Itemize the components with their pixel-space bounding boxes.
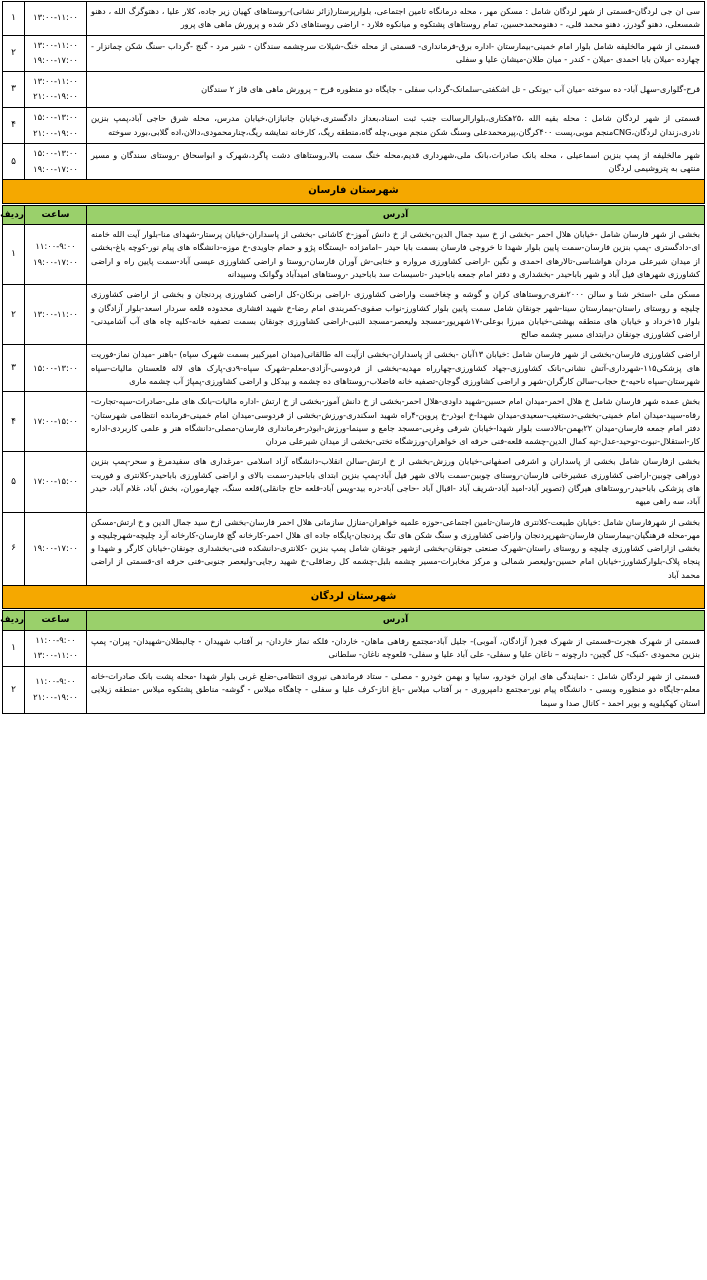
top-rows: [3, 2, 705, 204]
time-slot: ۱۷:۰۰-۱۵:۰۰: [33, 416, 78, 427]
time-slot: ۱۳:۰۰-۱۱:۰۰: [33, 309, 78, 320]
header-time: ساعت: [25, 205, 87, 225]
time-slot: ۱۳:۰۰-۱۱:۰۰: [33, 650, 78, 661]
time-slot: ۱۹:۰۰-۱۷:۰۰: [33, 542, 78, 553]
address-cell: قسمتی از شهر لردگان شامل : محله بقیه الله ،۲۵هکتاری،بلوارالرسالت جنب ثبت اسناد،بعداز دادگستری،خیابان جانبازان،خیابان مدرس، محله شرق حاجی آباد،پمپ بنزین نادری،زندان لردگان،CNGمنجم موبی،پست ۴۰۰کرگان،پیرمحمدعلی وسنگ شکن منجم موبی،چله گاه،منطقه ریگ، کارخانه نمایشه ریگ،چنارمحمودی،دالان،اده گلابی،بورد سوخته: [87, 108, 705, 144]
row-number: ۲: [3, 285, 25, 345]
address-cell: شهر مالخلیفه از پمپ بنزین اسماعیلی ، محله بانک صادرات،بانک ملی،شهرداری قدیم،محله خنگ سمت بالا،روستاهای دشت پاگرد،شهرک و ابواسحاق -روستای سندگان و مسیر منتهی به پتروشیمی لردگان: [87, 144, 705, 180]
city-band-lordegan: [3, 585, 705, 608]
table-row: [3, 392, 705, 452]
row-number: ۳: [3, 345, 25, 392]
table-row: [3, 71, 705, 107]
time-slot: ۲۱:۰۰-۱۹:۰۰: [33, 691, 78, 702]
header-row: ردیف: [3, 205, 25, 225]
address-cell: قسمتی از شهر لردگان شامل : -نمایندگی های ایران خودرو، سایپا و بهمن خودرو - مصلی - ستاد فرماندهی نیروی انتظامی-ضلع غربی بلوار شهدا -محله پشت بانک صادرات-خانه معلم-جایگاه دو منظوره وبسی - دانشگاه پیام نور-مجتمع دامپروری - بر آفتاب میلاس -باغ اناز-کرف علیا و سفلی - چاهگاه میلاس - گوشه- مناطق پشتکوه میلاس -منطقه زیلایی استان کهکیلویه و بویر احمد - کانال صدا و سیما: [87, 666, 705, 713]
row-number: ۱: [3, 2, 25, 36]
time-slot: ۱۳:۰۰-۱۱:۰۰: [33, 39, 78, 50]
header-address: آدرس: [87, 611, 705, 631]
time-slot: ۱۱:۰۰-۹:۰۰: [35, 241, 76, 252]
time-cell: [25, 512, 87, 585]
time-slot: ۱۹:۰۰-۱۷:۰۰: [33, 256, 78, 267]
time-slot: ۱۳:۰۰-۱۱:۰۰: [33, 12, 78, 23]
table-row: [3, 285, 705, 345]
table-row: [3, 108, 705, 144]
row-number: ۱: [3, 630, 25, 666]
schedule-table-fars: [2, 205, 705, 610]
schedule-table-top: [2, 1, 705, 204]
table-row: [3, 345, 705, 392]
address-cell: بخشی از شهر فارسان شامل -خیابان هلال احمر -بخشی از خ سید جمال الدین-بخشی از خ دانش آموز-خ کاشانی -بخشی از پاسداران-خیابان پرستار-شهدای منا-بلوار آیت الله خامنه ای-دادگستری -پمپ بنزین فارسان-سمت پایین بلوار شهدا تا خروجی فارسان بسمت بابا حیدر –امامزاده -ایستگاه پژو و حمام جاویدی-خ موزه-دانشگاه های پیام نور-کوچه باغ-بخشی از میدان شیرعلی مردان هواشناسی-تالارهای احمدی و نگین -اراضی کشاورزی مرواره و ختابی-ش آوران فارسان-روستا و اراضی کشاورزی عیسی آباد-سمت پایین راه و اراضی کشاورزی شهرهای فیل آباد و شهر باباحیدر -بخشداری و دفتر امام جمعه باباحیدر -تاسیسات سد باباحیدر -روستاهای امیدآباد وگوانک وسپیدانه: [87, 225, 705, 285]
address-cell: اراضی کشاورزی فارسان-بخشی از شهر فارسان شامل :خیابان ۱۳آبان -بخشی از پاسداران-بخشی ازآیت اله طالقانی(میدان امیرکبیر بسمت شهرک سپاه) -باهنر -میدان نماز-فوریت های پزشکی۱۱۵-شهرداری-آتش نشانی-بانک کشاورزی-جهاد کشاورزی-چهارراه مهدیه-بخشی از فردوسی-آزادی-معلم-شهرک سپاه-۹دی-پارک های لاله قلعستان مالیات-سپاه شهرستان-سپاه ناحیه-خ حجاب-سالن کارگران-شهر و اراضی کشاورزی گوجان-تصفیه خانه فاضلاب-روستاهای ده چشمه و بیدکل و اراضی کشاورزی-پمپاژ آب چشمه ماری: [87, 345, 705, 392]
row-number: ۴: [3, 108, 25, 144]
row-number: ۵: [3, 452, 25, 512]
row-number: ۵: [3, 144, 25, 180]
table-row: [3, 630, 705, 666]
time-slot: ۱۱:۰۰-۹:۰۰: [35, 634, 76, 645]
address-cell: قسمتی از شهرک هجرت-قسمتی از شهرک فجر( آزادگان، آموبی)- جلیل آباد-مجتمع رفاهی ماهان- خاردان- فلکه نماز خاردان- بر آفتاب شهیدان - چالبطلان-شهیدان- پیران- پمپ بنزین محمودی -کنبک- کل گچین- دارچونه – ناغان علیا و سفلی- علی آباد علیا و سفلی- قلعوچه ناغان- سلطانی: [87, 630, 705, 666]
header-time: ساعت: [25, 611, 87, 631]
outage-schedule-sheet: [0, 1, 707, 714]
table-row: [3, 225, 705, 285]
time-cell: [25, 225, 87, 285]
lordegan-rows: [0, 611, 705, 714]
table-row: [3, 2, 705, 36]
table-row: [3, 144, 705, 180]
address-cell: مسکن ملی -استخر شنا و سالن ۲۰۰۰نفری-روستاهای کران و گوشه و چغاخست واراضی کشاورزی -اراضی برنکان-کل اراضی کشاورزی پردنجان و بخشی از اراضی کشاورزی چلیچه و روستای راستان-بیمارستان سینا-شهر جونقان شامل سمت پایین بلوار کشاورز-نواب صفوی-کمربندی امام رضا-خ شهید افشاری محدوده قلعه سردار اسعد-بلوار آزادگان و بلوار ۱۵خرداد و خیابان های منطقه بهشتی-خیابان میرزا بوعلی-۱۷شهریور-مسجد ولیعصر-مسجد النبی-اراضی کشاورزی جونقان بسمت تصفیه خانه-کلیه چاه های آب آشامیدنی-اراضی کشاورزی جونقان درابتدای مسیر چشمه صالح: [87, 285, 705, 345]
time-cell: [25, 108, 87, 144]
column-headers: [3, 611, 705, 631]
time-cell: [25, 144, 87, 180]
table-row: [3, 35, 705, 71]
time-cell: [25, 345, 87, 392]
time-slot: ۱۵:۰۰-۱۳:۰۰: [33, 112, 78, 122]
time-slot: ۱۵:۰۰-۱۳:۰۰: [33, 362, 78, 373]
column-headers: [3, 205, 705, 225]
row-number: ۱: [3, 225, 25, 285]
fars-rows: [0, 205, 705, 609]
time-cell: [25, 666, 87, 713]
time-slot: ۱۹:۰۰-۱۷:۰۰: [33, 163, 78, 174]
time-cell: [25, 630, 87, 666]
time-slot: ۲۱:۰۰-۱۹:۰۰: [33, 127, 78, 138]
table-row: [3, 666, 705, 713]
row-number: ۲: [3, 666, 25, 713]
time-slot: ۱۵:۰۰-۱۳:۰۰: [33, 148, 78, 159]
table-row: [3, 452, 705, 512]
time-slot: ۱۹:۰۰-۱۷:۰۰: [33, 55, 78, 66]
address-cell: قسمتی از شهر مالخلیفه شامل بلوار امام خمینی-بیمارستان -اداره برق-فرمانداری- قسمتی از محله خنگ-شیلات سرچشمه سندگان - شیر مرد - گنج -گرداب -سنگ شکن چمانزار - چهارده -میلان بابا احمدی -میلان - کندر - میان طلان-میشان علیا و سفلی: [87, 35, 705, 71]
schedule-table-lordegan: [2, 610, 705, 714]
time-slot: ۱۳:۰۰-۱۱:۰۰: [33, 75, 78, 86]
time-slot: ۱۷:۰۰-۱۵:۰۰: [33, 476, 78, 487]
address-cell: سی ان جی لردگان-قسمتی از شهر لردگان شامل : مسکن مهر ، محله درمانگاه تامین اجتماعی، بلوارپرستار(زائر نشانی)-روستاهای کهیان زیر جاده، کلار علیا ، دهتوگرگ الله ، دهنو شمسعلی، دهنو گودرز، دهنو محمد قلی، - دهنومحمدحسین، تمام روستاهای پشتکوه و میانکوه فلارد - اراضی روستاهای ذکر شده و پرورش ماهی های پرور: [87, 2, 705, 36]
address-cell: بخش عمده شهر فارسان شامل خ هلال احمر-میدان امام حسین-شهید داودی-هلال احمر-بخشی از خ دانش آموز-بخشی از خ ارتش -اداره مالیات-بانک های ملی-صادرات-سپه-تجارت-رفاه-سپید-میدان امام خمینی-بخشی-دستغیب-سعیدی-میدان شهدا-خ ابوذر-خ پروین-۴راه شهید اسکندری-ورزش-بخشی از فردوسی-میدان امام خمینی-فرمانده انتظامی شهرستان-دفتر امام جمعه فارسان-میدان ۲۲بهمن-بالادست بلوار شهدا-خیابان شرقی وغربی-مسجد جامع و سینما-ورزش-ابوذر-فرمانداری فارسان-مصلی-دانشگاه هنر و علمی کاربردی-اداره کار-استقلال-نبوت-توحید-عدل-تپه کمال الدین-چشمه قلعه-فنی حرفه ای خواهران-ورزشگاه تختی-بخشی از میدان شیرعلی مردان: [87, 392, 705, 452]
row-number: ۶: [3, 512, 25, 585]
city-band-label: شهرستان لردگان: [3, 585, 705, 608]
time-cell: [25, 2, 87, 36]
row-number: ۴: [3, 392, 25, 452]
time-cell: [25, 392, 87, 452]
time-cell: [25, 35, 87, 71]
header-row: ردیف: [3, 611, 25, 631]
time-slot: ۱۱:۰۰-۹:۰۰: [35, 676, 76, 687]
address-cell: قرح-گلواری-سهل آباد- ده سوخته -میان آب -یونکی - تل اشکفتی-سلمانک-گرداب سفلی - جایگاه دو منظوره قرح – پرورش ماهی های قاز ۲ سندگان: [87, 71, 705, 107]
address-cell: بخشی از شهرفارسان شامل :خیابان طبیعت-کلانتری فارسان-تامین اجتماعی-حوزه علمیه خواهران-منازل سازمانی هلال احمر فارسان-بخشی ازخ سید جمال الدین و خ ارتش-مسکن مهر-محله فرهنگیان-بیمارستان فارسان-شهرپردنجان واراضی کشاورزی و سنگ شکن های تنگ پردنجان-پایگاه جاده ای هلال احمر-کارخانه گچ فارسان-کارخانه آرد چلیچه-شهرچلیچه و بخشی ازاراضی کشاورزی چلیچه و روستای راستان-شهرک صنعتی جونقان-بخشی ازشهر جونقان شامل پمپ بنزین -کلانتری-دانشکده فنی-بخشداری جونقان-خیابان کارگر و شهدا و پنجاه پلاک-بلوارکشاورز-خیابان امام حسین-ولیعصر شمالی و مرکز مخابرات-مسیر چشمه بلبل-چشمه کل رضاقلی-خ شهید رجایی-ولیعصر جنوبی-فنی حرفه ای-قسمتی از اراضی محمد آباد: [87, 512, 705, 585]
city-band-label: شهرستان فارسان: [3, 180, 705, 203]
row-number: ۲: [3, 35, 25, 71]
time-cell: [25, 285, 87, 345]
row-number: ۳: [3, 71, 25, 107]
header-address: آدرس: [87, 205, 705, 225]
city-band-fars: [3, 180, 705, 203]
address-cell: بخشی ازفارسان شامل بخشی از پاسداران و اشرفی اصفهانی-خیابان ورزش-بخشی از خ ارتش-سالن انقلاب-دانشگاه آزاد اسلامی -مرغداری های سفیدمرغ و سحر-پمپ بنزین دوراهی چوبین-اراضی کشاورزی عشیرخانی فارسان-روستای چوبین-سمت بالای شهر فیل آباد-پمپ بنزین ابتدای باباحیدر-سمت بالای و اراضی کشاورزی باباحیدر-کلانتری و فوریت های پزشکی باباحیدر-روستاهای هیرگان (تصویر آباد-امید آباد-شریف آباد -اقبال آباد -حاجی آباد-دره بید-ویس آباد-قلعه حاج جانقلی)قلعه سنگ، چهارموران، بخش آباد، غلام آباد، حیدر آباد، سه راهی میهه: [87, 452, 705, 512]
time-cell: [25, 452, 87, 512]
time-cell: [25, 71, 87, 107]
time-slot: ۲۱:۰۰-۱۹:۰۰: [33, 91, 78, 102]
table-row: [3, 512, 705, 585]
